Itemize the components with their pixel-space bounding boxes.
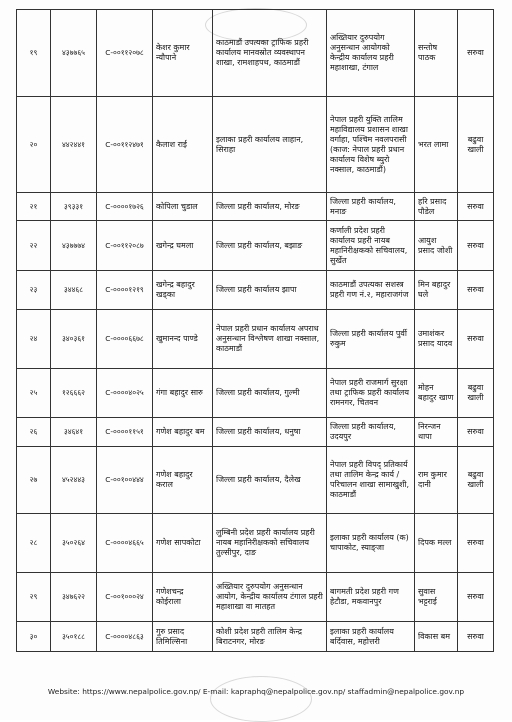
- transfer-table-body: [17, 10, 494, 652]
- table-row: [17, 514, 494, 573]
- table-row: [17, 369, 494, 418]
- name-cell: गणेश बहादुर कराल: [153, 447, 213, 514]
- current-office-cell: काठमाडौं उपत्यका ट्राफिक प्रहरी कार्यालय मानवस्रोत व्यवस्थापन शाखा, रामशाहपथ, काठमाडौं: [213, 10, 327, 97]
- table-row: [17, 271, 494, 310]
- table-row: [17, 221, 494, 271]
- status-cell: बढुवा खाली: [458, 369, 494, 418]
- new-office-cell: अख्तियार दुरुपयोग अनुसन्धान आयोगको केन्द्रीय कार्यालय प्रहरी महाशाखा, टंगाल: [327, 10, 415, 97]
- status-cell: सरुवा: [458, 271, 494, 310]
- name-cell: गणेशचन्द्र कोईराला: [153, 573, 213, 622]
- current-office-cell: जिल्ला प्रहरी कार्यालय झापा: [213, 271, 327, 310]
- serial-number-cell: १९: [17, 10, 51, 97]
- employee-id-cell: C-००१०००२४: [97, 573, 153, 622]
- current-office-cell: लुम्बिनी प्रदेश प्रहरी कार्यालय प्रहरी नायब महानिरीक्षकको सचिवालय तुल्सीपुर, दाङ: [213, 514, 327, 573]
- serial-number-cell: २३: [17, 271, 51, 310]
- name-cell: कैलाश राई: [153, 97, 213, 193]
- table-row: [17, 10, 494, 97]
- status-cell: सरुवा: [458, 193, 494, 221]
- current-office-cell: जिल्ला प्रहरी कार्यालय, दैलेख: [213, 447, 327, 514]
- employee-id-cell: C-००११२४७१: [97, 97, 153, 193]
- new-office-cell: जिल्ला प्रहरी कार्यालय, उदयपुर: [327, 418, 415, 447]
- employee-id-cell: C-००११२०७८: [97, 10, 153, 97]
- employee-id-cell: C-००००४६६५: [97, 514, 153, 573]
- approver-cell: राम कुमार दानी: [415, 447, 458, 514]
- serial-number-cell: २१: [17, 193, 51, 221]
- current-office-cell: जिल्ला प्रहरी कार्यालय, धनुषा: [213, 418, 327, 447]
- approver-cell: सुवास भट्टराई: [415, 573, 458, 622]
- symbol-number-cell: ४३७७६५: [51, 10, 97, 97]
- table-row: [17, 193, 494, 221]
- status-cell: सरुवा: [458, 573, 494, 622]
- serial-number-cell: २२: [17, 221, 51, 271]
- name-cell: गंगा बहादुर सारु: [153, 369, 213, 418]
- table-row: [17, 310, 494, 369]
- symbol-number-cell: ४३७७७४: [51, 221, 97, 271]
- footer-contact: Website: https://www.nepalpolice.gov.np/ E-mail: kapraphq@nepalpolice.gov.np/ staffadmin@nepalpolice.gov.np: [47, 687, 465, 696]
- status-cell: बढुवा खाली: [458, 97, 494, 193]
- serial-number-cell: २७: [17, 447, 51, 514]
- symbol-number-cell: ३४०३६१: [51, 310, 97, 369]
- status-cell: सरुवा: [458, 221, 494, 271]
- new-office-cell: बागमती प्रदेश प्रहरी गण हेटौडा, मकवानपुर: [327, 573, 415, 622]
- transfer-table: [16, 9, 494, 652]
- employee-id-cell: C-००००६६७८: [97, 310, 153, 369]
- new-office-cell: कर्णाली प्रदेश प्रहरी कार्यालय प्रहरी नायब महानिरीक्षकको सचिवालय, सुर्खेत: [327, 221, 415, 271]
- symbol-number-cell: ३४७६२२: [51, 573, 97, 622]
- serial-number-cell: ३०: [17, 622, 51, 652]
- symbol-number-cell: ३५०१८८: [51, 622, 97, 652]
- approver-cell: दिपक मल्ल: [415, 514, 458, 573]
- symbol-number-cell: ४४२४४१: [51, 97, 97, 193]
- employee-id-cell: C-००००१७२६: [97, 193, 153, 221]
- symbol-number-cell: ३४४६८: [51, 271, 97, 310]
- name-cell: केशर कुमार न्यौपाने: [153, 10, 213, 97]
- approver-cell: उमाशंकर प्रसाद यादव: [415, 310, 458, 369]
- employee-id-cell: C-००००४८६३: [97, 622, 153, 652]
- current-office-cell: जिल्ला प्रहरी कार्यालय, मोरङ: [213, 193, 327, 221]
- name-cell: गणेश बहादुर बम: [153, 418, 213, 447]
- status-cell: सरुवा: [458, 310, 494, 369]
- employee-id-cell: C-००००१२१९: [97, 271, 153, 310]
- status-cell: सरुवा: [458, 10, 494, 97]
- serial-number-cell: २६: [17, 418, 51, 447]
- employee-id-cell: C-००००४०२५: [97, 369, 153, 418]
- approver-cell: आयुश प्रसाद जोशी: [415, 221, 458, 271]
- employee-id-cell: C-००१००४४४: [97, 447, 153, 514]
- serial-number-cell: २५: [17, 369, 51, 418]
- symbol-number-cell: ३९३३१: [51, 193, 97, 221]
- new-office-cell: नेपाल प्रहरी राजमार्ग सुरक्षा तथा ट्राफिक प्रहरी कार्यालय रामनगर, चितवन: [327, 369, 415, 418]
- new-office-cell: इलाका प्रहरी कार्यालय बर्दिवास, महोत्तरी: [327, 622, 415, 652]
- serial-number-cell: २८: [17, 514, 51, 573]
- approver-cell: हरि प्रसाद पौडेल: [415, 193, 458, 221]
- police-seal-watermark: [210, 676, 312, 722]
- approver-cell: मोहन बहादुर खाण: [415, 369, 458, 418]
- approver-cell: भरत लामा: [415, 97, 458, 193]
- serial-number-cell: २९: [17, 573, 51, 622]
- new-office-cell: नेपाल प्रहरी युक्ति तालिम महाविद्यालय प्रशासन शाखा वर्गाहा, पश्चिम नवलपरासी (काज: नेपाल प्रहरी प्रधान कार्यालय विशेष ब्युरो नक्साल, काठमाडौं): [327, 97, 415, 193]
- table-row: [17, 418, 494, 447]
- current-office-cell: कोशी प्रदेश प्रहरी तालिम केन्द्र बिराटनगर, मोरङ: [213, 622, 327, 652]
- new-office-cell: जिल्ला प्रहरी कार्यालय पुर्वी रुकुम: [327, 310, 415, 369]
- new-office-cell: काठमाडौं उपत्यका सशस्त्र प्रहरी गण नं.२, महाराजगंज: [327, 271, 415, 310]
- name-cell: गणेश सापकोटा: [153, 514, 213, 573]
- current-office-cell: इलाका प्रहरी कार्यालय लाहान, सिराहा: [213, 97, 327, 193]
- status-cell: सरुवा: [458, 418, 494, 447]
- employee-id-cell: C-००००११५१: [97, 418, 153, 447]
- symbol-number-cell: ४५२४४३: [51, 447, 97, 514]
- name-cell: खगेन्द्र बहादुर खड्का: [153, 271, 213, 310]
- approver-cell: सन्तोष पाठक: [415, 10, 458, 97]
- symbol-number-cell: १२६६६२: [51, 369, 97, 418]
- approver-cell: मिन बहादुर घले: [415, 271, 458, 310]
- current-office-cell: नेपाल प्रहरी प्रधान कार्यालय अपराध अनुसन्धान विश्लेषण शाखा नक्साल, काठमाडौं: [213, 310, 327, 369]
- table-row: [17, 97, 494, 193]
- serial-number-cell: २०: [17, 97, 51, 193]
- current-office-cell: अख्तियार दुरुपयोग अनुसन्धान आयोग, केन्द्रीय कार्यालय टंगाल प्रहरी महाशाखा वा मातहत: [213, 573, 327, 622]
- serial-number-cell: २४: [17, 310, 51, 369]
- new-office-cell: जिल्ला प्रहरी कार्यालय, मनाङ: [327, 193, 415, 221]
- status-cell: बढुवा खाली: [458, 447, 494, 514]
- table-row: [17, 447, 494, 514]
- status-cell: सरुवा: [458, 514, 494, 573]
- current-office-cell: जिल्ला प्रहरी कार्यालय, बझाङ: [213, 221, 327, 271]
- current-office-cell: जिल्ला प्रहरी कार्यालय, गुल्मी: [213, 369, 327, 418]
- status-cell: सरुवा: [458, 622, 494, 652]
- approver-cell: निरन्जन थापा: [415, 418, 458, 447]
- name-cell: गुरु प्रसाद तिमिल्सिना: [153, 622, 213, 652]
- symbol-number-cell: ३४६४१: [51, 418, 97, 447]
- name-cell: खुमानन्द पाण्डे: [153, 310, 213, 369]
- table-row: [17, 622, 494, 652]
- name-cell: कोपिला चुडाल: [153, 193, 213, 221]
- new-office-cell: नेपाल प्रहरी विपद् प्रतिकार्य तथा तालिम केन्द्र कार्य /परिचालन शाखा सामाखुशी, काठमाडौं: [327, 447, 415, 514]
- employee-id-cell: C-००११२०८७: [97, 221, 153, 271]
- new-office-cell: इलाका प्रहरी कार्यालय (क) चापाकोट, स्याङ्जा: [327, 514, 415, 573]
- approver-cell: विकास बम: [415, 622, 458, 652]
- symbol-number-cell: ३५०२६४: [51, 514, 97, 573]
- name-cell: खगेन्द्र घमला: [153, 221, 213, 271]
- table-row: [17, 573, 494, 622]
